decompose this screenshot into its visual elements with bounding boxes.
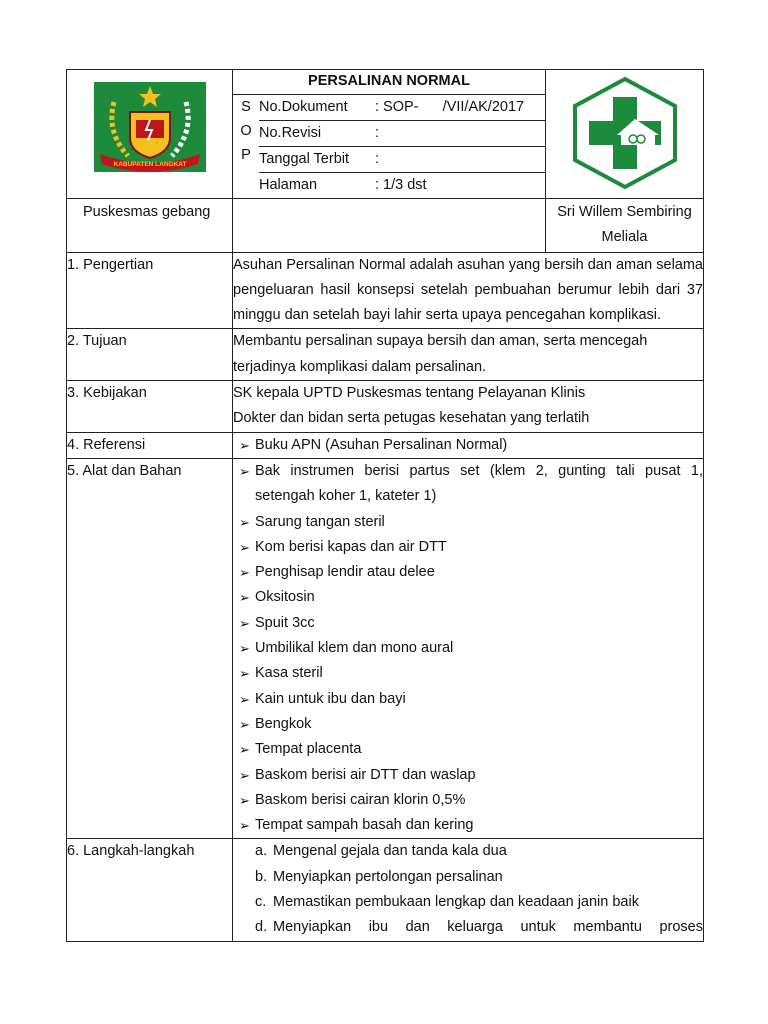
referensi-list	[233, 433, 703, 458]
list-item: d. Menyiapkan ibu dan keluarga untuk membantu proses	[255, 919, 703, 936]
meta-table	[233, 95, 545, 198]
document-title: PERSALINAN NORMAL	[233, 70, 545, 95]
sop-label: S O P	[240, 99, 252, 163]
list-item: c. Memastikan pembukaan lengkap dan keadaan janin baik	[255, 894, 639, 911]
meta-label-document: No.Dokument	[259, 99, 348, 115]
arrow-bullet-icon: ➢	[239, 590, 250, 606]
list-item: ➢ Oksitosin	[233, 585, 703, 610]
kebijakan-content	[233, 381, 704, 433]
alat-content	[233, 458, 704, 838]
arrow-bullet-icon: ➢	[239, 691, 250, 707]
title-meta-cell	[233, 70, 546, 199]
puskesmas-logo-icon	[567, 75, 683, 191]
list-item: ➢ Baskom berisi air DTT dan waslap	[233, 763, 703, 788]
arrow-bullet-icon: ➢	[239, 514, 250, 530]
langkah-list	[247, 839, 703, 940]
arrow-bullet-icon: ➢	[239, 792, 250, 808]
list-item: b. Menyiapkan pertolongan persalinan	[255, 868, 503, 885]
list-item: ➢ Baskom berisi cairan klorin 0,5%	[233, 788, 703, 813]
meta-value-document: : SOP- /VII/AK/2017	[375, 99, 525, 115]
pengertian-label: 1. Pengertian	[67, 252, 233, 329]
alat-label: 5. Alat dan Bahan	[67, 458, 233, 838]
list-item: ➢ Spuit 3cc	[233, 611, 703, 636]
arrow-bullet-icon: ➢	[239, 818, 250, 834]
meta-label-page: Halaman	[259, 173, 375, 199]
arrow-bullet-icon: ➢	[239, 615, 250, 631]
emblem-text: KABUPATEN LANGKAT	[113, 161, 186, 168]
list-item: ➢ Tempat placenta	[233, 737, 703, 762]
kebijakan-line: Dokter dan bidan serta petugas kesehatan yang terlatih	[233, 410, 590, 427]
tujuan-label: 2. Tujuan	[67, 329, 233, 381]
kabupaten-langkat-emblem-icon	[94, 82, 206, 172]
meta-value-issue-date: :	[375, 147, 545, 173]
list-item: a. Mengenal gejala dan tanda kala dua	[255, 843, 507, 860]
meta-value-page: : 1/3 dst	[375, 173, 545, 199]
arrow-bullet-icon: ➢	[239, 716, 250, 732]
list-item: ➢ Kom berisi kapas dan air DTT	[233, 535, 703, 560]
arrow-bullet-icon: ➢	[239, 463, 250, 479]
list-item: ➢ Kasa steril	[233, 661, 703, 686]
signatory-name: Sri Willem Sembiring Meliala	[557, 204, 692, 246]
arrow-bullet-icon: ➢	[239, 666, 250, 682]
meta-value-revision: :	[375, 121, 545, 147]
institution-cell	[67, 199, 233, 253]
langkah-label: 6. Langkah-langkah	[67, 839, 233, 941]
kebijakan-label: 3. Kebijakan	[67, 381, 233, 433]
langkah-content	[233, 839, 704, 941]
arrow-bullet-icon: ➢	[239, 767, 250, 783]
arrow-bullet-icon: ➢	[239, 565, 250, 581]
pengertian-text: Asuhan Persalinan Normal adalah asuhan yang bersih dan aman selama pengeluaran hasil konsepsi setelah pembuahan berumur lebih dari 37 minggu dan setelah bayi lahir serta upaya pencegahan komplikasi.	[233, 252, 704, 329]
arrow-bullet-icon: ➢	[239, 437, 250, 453]
institution-name: Puskesmas gebang	[83, 204, 211, 220]
meta-label-issue-date: Tanggal Terbit	[259, 147, 375, 173]
list-item: ➢ Umbilikal klem dan mono aural	[233, 636, 703, 661]
kebijakan-line: SK kepala UPTD Puskesmas tentang Pelayanan Klinis	[233, 385, 586, 402]
arrow-bullet-icon: ➢	[239, 539, 250, 555]
alat-list	[233, 459, 703, 838]
sop-table	[66, 69, 704, 942]
list-item: ➢ Buku APN (Asuhan Persalinan Normal)	[233, 433, 703, 458]
list-item: ➢ Bak instrumen berisi partus set (klem 2, gunting tali pusat 1, setengah koher 1, kateter 1)	[233, 459, 703, 510]
list-item: ➢ Bengkok	[233, 712, 703, 737]
left-logo-cell	[67, 70, 233, 199]
blank-cell	[233, 199, 546, 253]
referensi-content	[233, 432, 704, 458]
right-logo-cell	[546, 70, 704, 199]
arrow-bullet-icon: ➢	[239, 641, 250, 657]
list-item: ➢ Kain untuk ibu dan bayi	[233, 687, 703, 712]
list-item: ➢ Tempat sampah basah dan kering	[233, 813, 703, 838]
tujuan-text: Membantu persalinan supaya bersih dan aman, serta mencegah terjadinya komplikasi dalam persalinan.	[233, 329, 704, 381]
meta-label-revision: No.Revisi	[259, 121, 375, 147]
list-item: ➢ Sarung tangan steril	[233, 510, 703, 535]
arrow-bullet-icon: ➢	[239, 742, 250, 758]
referensi-label: 4. Referensi	[67, 432, 233, 458]
list-item: ➢ Penghisap lendir atau delee	[233, 560, 703, 585]
signatory-cell	[546, 199, 704, 253]
